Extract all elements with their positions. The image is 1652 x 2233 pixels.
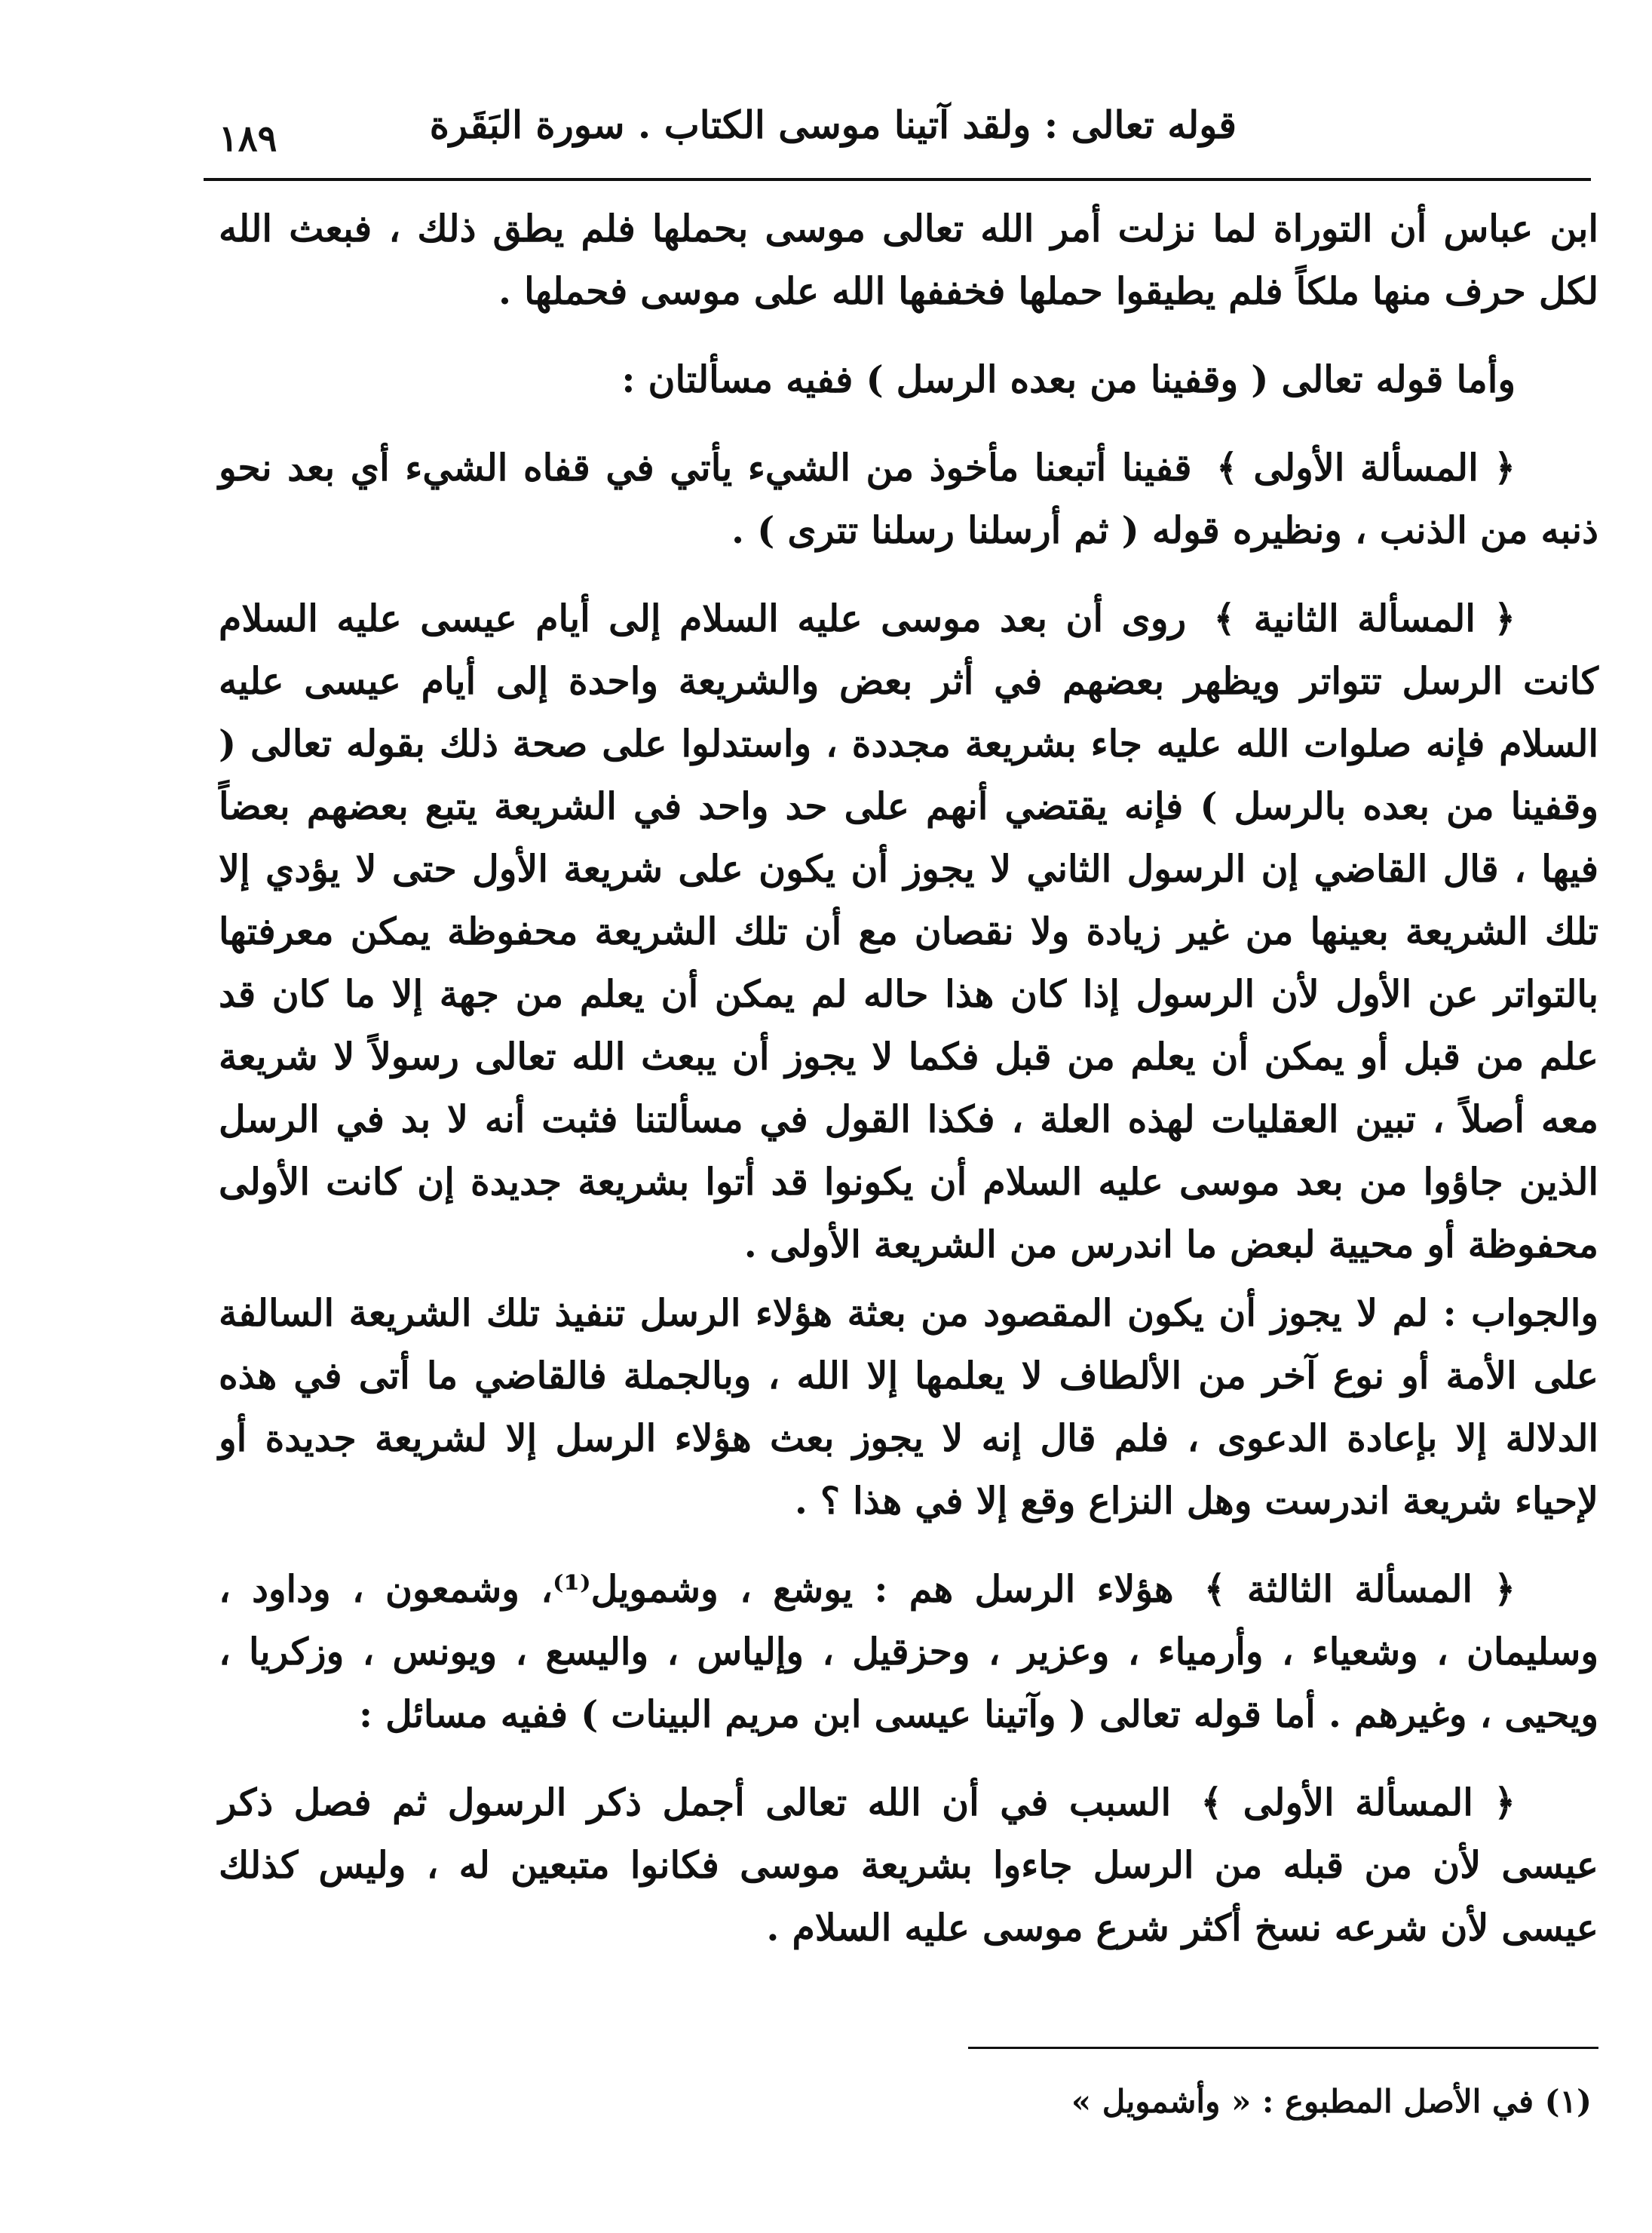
footnote-rule — [968, 2047, 1598, 2049]
paragraph-3-text: قفينا أتبعنا مأخوذ من الشيء يأتي في قفاه الشيء أي بعد نحو ذنبه من الذنب ، ونظيره قوله ( ثم أرسلنا رسلنا تترى ) . — [219, 446, 1598, 552]
issue-heading: ﴿ المسألة الثانية ﴾ — [1213, 597, 1516, 640]
paragraph-4 — [219, 587, 1598, 1276]
footnote: (١) في الأصل المطبوع : « وأشمويل » — [1071, 2083, 1592, 2120]
issue-heading: ﴿ المسألة الأولى ﴾ — [1216, 446, 1516, 489]
paragraph-1 — [219, 198, 1598, 323]
paragraph-2-text: وأما قوله تعالى ( وقفينا من بعده الرسل ) ففيه مسألتان : — [621, 357, 1516, 401]
header-title: قوله تعالى : ولقد آتينا موسى الكتاب . سورة البَقَرة — [429, 103, 1237, 147]
paragraph-7 — [219, 1771, 1598, 1959]
paragraph-4-text: روى أن بعد موسى عليه السلام إلى أيام عيسى عليه السلام كانت الرسل تتواتر ويظهر بعضهم في أثر بعض والشريعة واحدة إلى أيام عيسى عليه السلام فإنه صلوات الله عليه جاء بشريعة مجددة ، واستدلوا على صحة ذلك بقوله تعالى ( وقفينا من بعده بالرسل ) فإنه يقتضي أنهم على حد واحد في الشريعة يتبع بعضهم بعضاً فيها ، قال القاضي إن الرسول الثاني لا يجوز أن يكون على شريعة الأول حتى لا يؤدي إلا تلك الشريعة بعينها من غير زيادة ولا نقصان مع أن تلك الشريعة محفوظة يمكن معرفتها بالتواتر عن الأول لأن الرسول إذا كان هذا حاله لم يمكن أن يعلم من جهة إلا ما كان قد علم من قبل أو يمكن أن يعلم من قبل فكما لا يجوز أن يبعث الله تعالى رسولاً لا شريعة معه أصلاً ، تبين العقليات لهذه العلة ، فكذا القول في مسألتنا فثبت أنه لا بد في الرسل الذين جاؤوا من بعد موسى عليه السلام أن يكونوا قد أتوا بشريعة جديدة إن كانت الأولى محفوظة أو محيية لبعض ما اندرس من الشريعة الأولى . — [219, 597, 1599, 1266]
paragraph-7-text: السبب في أن الله تعالى أجمل ذكر الرسول ثم فصل ذكر عيسى لأن من قبله من الرسل جاءوا بشريعة موسى فكانوا متبعين له ، وليس كذلك عيسى لأن شرعه نسخ أكثر شرع موسى عليه السلام . — [219, 1781, 1598, 1949]
body-text — [219, 198, 1598, 1985]
paragraph-6-text: هؤلاء الرسل هم : يوشع ، وشمويل⁽¹⁾، وشمعون ، وداود ، وسليمان ، وشعياء ، وأرمياء ، وعزير ، وحزقيل ، وإلياس ، واليسع ، ويونس ، وزكريا ، ويحيى ، وغيرهم . أما قوله تعالى ( وآتينا عيسى ابن مريم البينات ) ففيه مسائل : — [219, 1567, 1598, 1736]
header-rule — [204, 178, 1591, 181]
running-header — [204, 89, 1591, 172]
page-number: ١٨٩ — [219, 118, 277, 160]
paragraph-5-text: والجواب : لم لا يجوز أن يكون المقصود من بعثة هؤلاء الرسل تنفيذ تلك الشريعة السالفة على الأمة أو نوع آخر من الألطاف لا يعلمها إلا الله ، وبالجملة فالقاضي ما أتى في هذه الدلالة إلا بإعادة الدعوى ، فلم قال إنه لا يجوز بعث هؤلاء الرسل إلا لشريعة جديدة أو لإحياء شريعة اندرست وهل النزاع وقع إلا في هذا ؟ . — [219, 1291, 1598, 1523]
paragraph-2 — [219, 348, 1598, 411]
paragraph-6 — [219, 1558, 1598, 1746]
paragraph-1-text: ابن عباس أن التوراة لما نزلت أمر الله تعالى موسى بحملها فلم يطق ذلك ، فبعث الله لكل حرف منها ملكاً فلم يطيقوا حملها فخففها الله على موسى فحملها . — [219, 207, 1598, 313]
issue-heading: ﴿ المسألة الأولى ﴾ — [1200, 1781, 1516, 1824]
paragraph-3 — [219, 437, 1598, 562]
issue-heading: ﴿ المسألة الثالثة ﴾ — [1203, 1567, 1516, 1611]
paragraph-5 — [219, 1282, 1598, 1532]
